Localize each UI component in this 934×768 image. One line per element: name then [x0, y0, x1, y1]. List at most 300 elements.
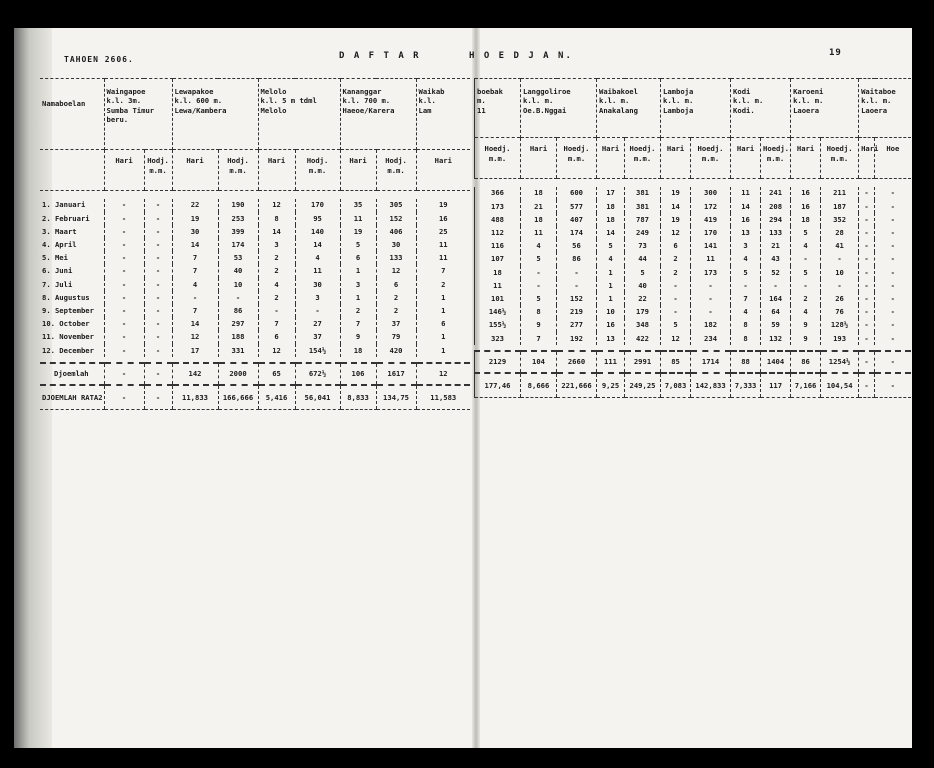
table-cell: 85 [661, 351, 691, 373]
table-cell: - [144, 291, 172, 304]
table-cell: 1 [416, 344, 470, 357]
table-cell: 192 [557, 332, 597, 345]
table-cell: 18 [340, 344, 376, 357]
table-cell: 1 [416, 330, 470, 343]
month-label: 11. November [42, 332, 94, 342]
table-cell: 5 [625, 266, 661, 279]
table-cell: 18 [597, 200, 625, 213]
table-cell: 37 [376, 317, 416, 330]
table-cell: 5 [521, 252, 557, 265]
subheader-rain: Hoedj. m.m. [625, 138, 661, 179]
table-cell: 381 [625, 200, 661, 213]
table-cell: 399 [218, 225, 258, 238]
table-cell: 172 [691, 200, 731, 213]
table-row [475, 213, 911, 226]
table-cell: 174 [557, 226, 597, 239]
subheader-days: Hari [521, 138, 557, 179]
table-cell: - [875, 305, 911, 318]
table-row [40, 278, 470, 291]
table-cell: 164 [761, 292, 791, 305]
table-cell: - [144, 317, 172, 330]
table-cell: 208 [761, 200, 791, 213]
subheader-days: Hari [258, 150, 295, 191]
table-cell: - [144, 199, 172, 212]
subheader-rain: Hoedj. m.m. [761, 138, 791, 179]
table-cell: 323 [475, 332, 521, 345]
rainfall-table-right [474, 78, 911, 398]
table-cell: 7 [416, 264, 470, 277]
table-cell: 166,666 [218, 385, 258, 410]
table-cell: 64 [761, 305, 791, 318]
table-cell: 2 [416, 278, 470, 291]
table-cell: 6 [340, 251, 376, 264]
table-cell: 1 [416, 304, 470, 317]
table-cell: - [821, 252, 859, 265]
table-cell: 21 [761, 239, 791, 252]
table-cell: 86 [557, 252, 597, 265]
table-cell: 305 [376, 199, 416, 212]
month-label: 7. Juli [42, 279, 73, 289]
table-cell: - [821, 279, 859, 292]
table-cell: 11 [416, 238, 470, 251]
table-cell: 1254½ [821, 351, 859, 373]
table-cell: 14 [597, 226, 625, 239]
table-cell: 187 [821, 200, 859, 213]
table-cell: 18 [475, 266, 521, 279]
table-cell: 5 [731, 266, 761, 279]
table-row [475, 279, 911, 292]
table-cell: 8 [521, 305, 557, 318]
table-cell: 41 [821, 239, 859, 252]
table-cell: - [875, 226, 911, 239]
table-cell: - [295, 304, 340, 317]
table-cell: 106 [340, 363, 376, 385]
table-cell: - [521, 266, 557, 279]
table-row [475, 266, 911, 279]
table-cell: 3 [295, 291, 340, 304]
table-cell: - [691, 305, 731, 318]
subheader-rain: Hodj. m.m. [295, 150, 340, 191]
table-cell: 8,666 [521, 373, 557, 398]
table-cell: 2660 [557, 351, 597, 373]
table-cell: - [875, 187, 911, 200]
table-cell: 1617 [376, 363, 416, 385]
table-cell: 170 [691, 226, 731, 239]
table-cell: 4 [791, 239, 821, 252]
table-cell: 6 [376, 278, 416, 291]
table-cell: 1 [340, 291, 376, 304]
table-cell: 12 [258, 344, 295, 357]
table-cell: 111 [597, 351, 625, 373]
month-column-header: Namaboelan [40, 79, 104, 150]
table-cell: 3 [258, 238, 295, 251]
table-cell: 9 [791, 318, 821, 331]
table-cell: 7,166 [791, 373, 821, 398]
table-cell: 59 [761, 318, 791, 331]
table-cell: 11 [691, 252, 731, 265]
table-cell: - [859, 252, 875, 265]
table-cell: 419 [691, 213, 731, 226]
table-cell: 95 [295, 212, 340, 225]
table-row [475, 226, 911, 239]
table-row [40, 212, 470, 225]
total-row [40, 363, 470, 385]
table-cell: 18 [521, 187, 557, 200]
table-cell: 1404 [761, 351, 791, 373]
table-cell: 219 [557, 305, 597, 318]
table-cell: 19 [661, 187, 691, 200]
table-cell: 16 [731, 213, 761, 226]
table-cell: 56 [557, 239, 597, 252]
table-row [475, 318, 911, 331]
table-cell: - [859, 187, 875, 200]
table-cell: - [144, 385, 172, 410]
month-label: 1. Januari [42, 200, 86, 210]
table-cell: 173 [691, 266, 731, 279]
table-cell: 4 [172, 278, 218, 291]
table-cell: 6 [416, 317, 470, 330]
table-cell: - [859, 200, 875, 213]
table-cell: 25 [416, 225, 470, 238]
subheader-rain: Hodj. m.m. [144, 150, 172, 191]
table-cell: 19 [172, 212, 218, 225]
table-cell: 4 [597, 252, 625, 265]
table-cell: 294 [761, 213, 791, 226]
table-cell: - [859, 279, 875, 292]
table-cell: 10 [597, 305, 625, 318]
table-cell: 406 [376, 225, 416, 238]
table-cell: - [144, 304, 172, 317]
table-cell: 348 [625, 318, 661, 331]
table-cell: 177,46 [475, 373, 521, 398]
table-cell: 65 [258, 363, 295, 385]
table-cell: 9 [791, 332, 821, 345]
table-cell: 116 [475, 239, 521, 252]
page-number: 19 [829, 48, 842, 58]
table-cell: - [875, 266, 911, 279]
subheader-rain: Hodj. m.m. [218, 150, 258, 191]
month-label: 9. September [42, 305, 94, 315]
table-cell: 16 [597, 318, 625, 331]
table-cell: - [104, 344, 144, 357]
table-cell: 11,833 [172, 385, 218, 410]
table-cell: 5 [521, 292, 557, 305]
table-cell: 30 [172, 225, 218, 238]
table-cell: 10 [821, 266, 859, 279]
table-cell: 19 [416, 199, 470, 212]
table-cell: 56,041 [295, 385, 340, 410]
table-cell: 1 [340, 264, 376, 277]
table-cell: 44 [625, 252, 661, 265]
month-label: 10. October [42, 319, 90, 329]
table-cell: - [859, 239, 875, 252]
table-row [40, 291, 470, 304]
table-cell: 133 [761, 226, 791, 239]
table-cell: - [859, 318, 875, 331]
table-cell: 4 [731, 305, 761, 318]
table-cell: 152 [557, 292, 597, 305]
table-cell: 366 [475, 187, 521, 200]
table-cell: - [875, 373, 911, 398]
table-cell: - [875, 252, 911, 265]
table-cell: - [691, 279, 731, 292]
table-cell: 5 [791, 226, 821, 239]
table-cell: - [104, 225, 144, 238]
table-cell: - [144, 251, 172, 264]
table-cell: 2 [376, 304, 416, 317]
station-header: Waikab k.l. Lam [416, 79, 470, 150]
station-header: Langgoliroe k.l. m. Oe.B.Nggai [521, 79, 597, 138]
table-cell: 6 [661, 239, 691, 252]
table-cell: - [104, 278, 144, 291]
table-cell: - [691, 292, 731, 305]
table-cell: 16 [791, 200, 821, 213]
table-cell: - [144, 264, 172, 277]
table-cell: 16 [416, 212, 470, 225]
table-row [40, 330, 470, 343]
table-cell: - [661, 305, 691, 318]
table-cell: 170 [295, 199, 340, 212]
table-cell: 7 [258, 317, 295, 330]
table-cell: 787 [625, 213, 661, 226]
table-cell: 18 [597, 213, 625, 226]
table-cell: - [521, 279, 557, 292]
table-cell: 672½ [295, 363, 340, 385]
table-cell: 141 [691, 239, 731, 252]
table-cell: - [875, 332, 911, 345]
station-header: Karoeni k.l. m. Laoera [791, 79, 859, 138]
table-cell: 154½ [295, 344, 340, 357]
table-cell: 4 [731, 252, 761, 265]
table-cell: 152 [376, 212, 416, 225]
station-header: Waitaboe k.l. m. Laoera [859, 79, 911, 138]
table-cell: 9 [521, 318, 557, 331]
table-cell: 107 [475, 252, 521, 265]
table-cell: 7 [172, 251, 218, 264]
subheader-days: Hari [340, 150, 376, 191]
table-cell: 14 [731, 200, 761, 213]
table-cell: 7,333 [731, 373, 761, 398]
table-cell: - [258, 304, 295, 317]
subheader-rain: Hoe [875, 138, 911, 179]
month-label: 12. December [42, 345, 94, 355]
table-cell: 1 [597, 266, 625, 279]
table-cell: 4 [258, 278, 295, 291]
table-cell: 7 [521, 332, 557, 345]
table-cell: 112 [475, 226, 521, 239]
table-cell: - [144, 278, 172, 291]
table-cell: 43 [761, 252, 791, 265]
table-cell: 132 [761, 332, 791, 345]
table-cell: - [104, 212, 144, 225]
table-cell: - [791, 252, 821, 265]
table-cell: - [104, 264, 144, 277]
table-cell: 37 [295, 330, 340, 343]
subheader-rain: Hoedj. m.m. [557, 138, 597, 179]
table-cell: 4 [295, 251, 340, 264]
table-cell: - [144, 212, 172, 225]
table-cell: 11,583 [416, 385, 470, 410]
table-row [40, 317, 470, 330]
table-cell: 26 [821, 292, 859, 305]
subheader-rain: Hodj. m.m. [376, 150, 416, 191]
table-cell: - [104, 304, 144, 317]
average-row [40, 385, 470, 410]
table-cell: 18 [521, 213, 557, 226]
table-cell: 300 [691, 187, 731, 200]
table-cell: 2 [258, 291, 295, 304]
table-cell: 5 [791, 266, 821, 279]
subheader-rain: Hoedj. m.m. [475, 138, 521, 179]
table-row [40, 199, 470, 212]
table-cell: 13 [731, 226, 761, 239]
table-cell: 7 [731, 292, 761, 305]
title-hoedjan: H O E D J A N. [469, 51, 573, 61]
table-row [40, 264, 470, 277]
subheader-days: Hari [791, 138, 821, 179]
table-cell: 4 [521, 239, 557, 252]
rainfall-table-left [40, 78, 470, 410]
table-cell: 5,416 [258, 385, 295, 410]
table-cell: 211 [821, 187, 859, 200]
title-daftar: D A F T A R [339, 51, 421, 61]
table-cell: 600 [557, 187, 597, 200]
table-cell: - [661, 279, 691, 292]
table-cell: 8 [731, 318, 761, 331]
table-cell: 8 [731, 332, 761, 345]
subheader-days: Hari [661, 138, 691, 179]
table-cell: 1 [597, 292, 625, 305]
table-row [475, 332, 911, 345]
table-cell: - [144, 344, 172, 357]
table-cell: 21 [521, 200, 557, 213]
document-page [14, 28, 912, 748]
table-cell: 128½ [821, 318, 859, 331]
table-cell: - [859, 226, 875, 239]
table-cell: - [875, 318, 911, 331]
table-cell: - [104, 363, 144, 385]
table-cell: 11 [475, 279, 521, 292]
station-header: Waibakoel k.l. m. Anakalang [597, 79, 661, 138]
table-cell: 1 [416, 291, 470, 304]
average-label: DJOEMLAH RATA2 [40, 385, 104, 410]
table-cell: 53 [218, 251, 258, 264]
table-cell: 18 [791, 213, 821, 226]
table-cell: 40 [625, 279, 661, 292]
table-cell: 352 [821, 213, 859, 226]
table-cell: 14 [172, 238, 218, 251]
subheader-rain: Hoedj. m.m. [821, 138, 859, 179]
table-cell: - [859, 351, 875, 373]
group-header-row [475, 79, 911, 138]
table-cell: - [859, 213, 875, 226]
subheader-days: Hari [859, 138, 875, 179]
table-cell: 7,083 [661, 373, 691, 398]
month-label: 6. Juni [42, 266, 73, 276]
table-cell: 52 [761, 266, 791, 279]
table-cell: - [218, 291, 258, 304]
table-cell: 88 [731, 351, 761, 373]
table-cell: 101 [475, 292, 521, 305]
station-header: Lamboja k.l. m. Lamboja [661, 79, 731, 138]
table-cell: 12 [172, 330, 218, 343]
average-row [475, 373, 911, 398]
table-cell: - [731, 279, 761, 292]
table-cell: 19 [661, 213, 691, 226]
table-cell: 11 [521, 226, 557, 239]
table-cell: 104 [521, 351, 557, 373]
table-cell: 13 [597, 332, 625, 345]
table-row [40, 344, 470, 357]
table-cell: 1 [597, 279, 625, 292]
table-cell: 277 [557, 318, 597, 331]
table-cell: 79 [376, 330, 416, 343]
station-header: boebak m. 11 [475, 79, 521, 138]
table-cell: 2 [661, 252, 691, 265]
table-cell: 30 [376, 238, 416, 251]
table-cell: 11 [731, 187, 761, 200]
table-cell: 140 [295, 225, 340, 238]
table-cell: 12 [661, 226, 691, 239]
table-cell: - [104, 291, 144, 304]
month-label: 2. Februari [42, 213, 90, 223]
table-row [475, 252, 911, 265]
table-cell: 7 [172, 304, 218, 317]
table-cell: 12 [258, 199, 295, 212]
table-cell: 2991 [625, 351, 661, 373]
table-cell: 577 [557, 200, 597, 213]
table-cell: 3 [340, 278, 376, 291]
table-cell: 407 [557, 213, 597, 226]
table-cell: 420 [376, 344, 416, 357]
table-cell: - [859, 266, 875, 279]
table-cell: - [761, 279, 791, 292]
table-cell: 7 [172, 264, 218, 277]
table-cell: 30 [295, 278, 340, 291]
table-cell: 253 [218, 212, 258, 225]
table-cell: 2 [791, 292, 821, 305]
table-row [40, 238, 470, 251]
table-cell: 22 [625, 292, 661, 305]
table-cell: 249 [625, 226, 661, 239]
table-cell: 17 [597, 187, 625, 200]
table-cell: 35 [340, 199, 376, 212]
table-cell: 7 [340, 317, 376, 330]
table-cell: 9 [340, 330, 376, 343]
subheader-row [475, 138, 911, 179]
table-cell: 174 [218, 238, 258, 251]
table-cell: 182 [691, 318, 731, 331]
table-cell: 11 [340, 212, 376, 225]
table-cell: 14 [295, 238, 340, 251]
table-cell: 2129 [475, 351, 521, 373]
table-cell: 5 [661, 318, 691, 331]
table-cell: 86 [791, 351, 821, 373]
table-cell: 11 [295, 264, 340, 277]
table-cell: 234 [691, 332, 731, 345]
table-row [40, 304, 470, 317]
table-cell: 2000 [218, 363, 258, 385]
table-cell: 1714 [691, 351, 731, 373]
table-cell: 221,666 [557, 373, 597, 398]
table-cell: 12 [376, 264, 416, 277]
table-cell: - [859, 373, 875, 398]
table-cell: 190 [218, 199, 258, 212]
subheader-days: Hari [416, 150, 470, 191]
table-cell: 4 [791, 305, 821, 318]
group-header-row [40, 79, 470, 150]
month-label: 3. Maart [42, 226, 77, 236]
